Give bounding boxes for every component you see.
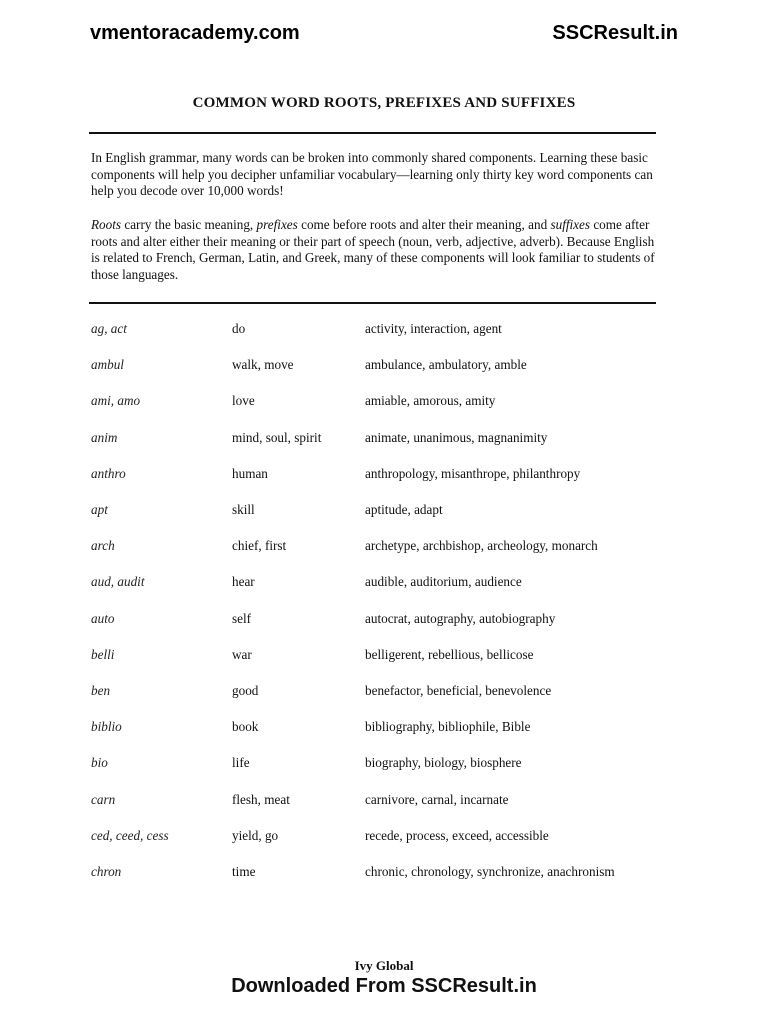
root-cell: ben [91, 683, 111, 698]
table-row [0, 611, 768, 631]
roots-term: Roots [91, 217, 122, 232]
table-row [0, 719, 768, 739]
meaning-cell: mind, soul, spirit [232, 429, 322, 445]
examples-cell: chronic, chronology, synchronize, anachronism [365, 864, 615, 879]
table-row [0, 792, 768, 812]
intro-text-1: In English grammar, many words can be broken into commonly shared components. Learning these basic components will help you decipher unfamiliar vocabulary—learning only thirty key word components can help you decode over 10,000 words! [91, 150, 653, 198]
examples-cell: activity, interaction, agent [365, 321, 502, 336]
root-cell: ambul [91, 357, 124, 373]
page-title: COMMON WORD ROOTS, PREFIXES AND SUFFIXES [192, 95, 576, 111]
examples-cell: recede, process, exceed, accessible [365, 827, 549, 843]
meaning-cell: yield, go [232, 827, 279, 843]
table-row [0, 574, 768, 594]
meaning-cell: war [232, 646, 252, 662]
table-row [0, 828, 768, 848]
meaning-cell: hear [232, 574, 255, 590]
meaning-cell: skill [232, 502, 255, 517]
examples-cell: anthropology, misanthrope, philanthropy [365, 465, 581, 481]
table-row [0, 538, 768, 558]
root-cell: ag, act [91, 321, 127, 336]
meaning-cell: do [232, 321, 246, 336]
examples-cell: bibliography, bibliophile, Bible [365, 719, 531, 735]
examples-cell: belligerent, rebellious, bellicose [365, 646, 534, 662]
examples-cell: autocrat, autography, autobiography [365, 610, 556, 626]
examples-cell: amiable, amorous, amity [365, 393, 496, 409]
table-row [0, 393, 768, 413]
middle-divider [89, 302, 656, 304]
intro-text-2 [91, 217, 656, 283]
suffixes-term: suffixes [550, 217, 591, 232]
table-row [0, 647, 768, 667]
examples-cell: biography, biology, biosphere [365, 755, 522, 771]
root-cell: belli [91, 646, 115, 662]
meaning-cell: life [232, 755, 250, 771]
header-site-right: SSCResult.in [552, 22, 678, 44]
footer-publisher: Ivy Global [354, 958, 414, 973]
meaning-cell: chief, first [232, 538, 287, 554]
table-row [0, 321, 768, 341]
meaning-cell: time [232, 864, 256, 879]
root-cell: auto [91, 610, 115, 626]
footer-download-note: Downloaded From SSCResult.in [231, 975, 537, 997]
header-site-left: vmentoracademy.com [90, 22, 300, 44]
table-row [0, 683, 768, 703]
intro-text-2b: come before roots and alter their meaning, and [297, 217, 551, 232]
root-cell: aud, audit [91, 574, 145, 590]
meaning-cell: self [232, 610, 252, 626]
examples-cell: animate, unanimous, magnanimity [365, 429, 548, 445]
intro-text-2c: come after roots and alter either their meaning or their part of speech (noun, verb, adjective, adverb). Because English is related to French, German, Latin, and Greek, many of these components will look familiar to students of those languages. [91, 217, 655, 282]
table-row [0, 502, 768, 522]
table-row [0, 466, 768, 486]
meaning-cell: flesh, meat [232, 791, 290, 807]
table-row [0, 357, 768, 377]
intro-text-2a: carry the basic meaning, [121, 217, 257, 232]
meaning-cell: walk, move [232, 357, 294, 373]
top-divider [89, 132, 656, 134]
root-cell: bio [91, 755, 108, 771]
prefixes-term: prefixes [256, 217, 298, 232]
examples-cell: carnivore, carnal, incarnate [365, 791, 509, 807]
meaning-cell: human [232, 465, 268, 481]
root-cell: chron [91, 864, 122, 879]
table-row [0, 430, 768, 450]
root-cell: ami, amo [91, 393, 141, 409]
intro-paragraph-2 [91, 217, 656, 283]
root-cell: ced, ceed, cess [91, 827, 169, 843]
root-cell: anthro [91, 465, 126, 481]
table-row [0, 864, 768, 884]
meaning-cell: love [232, 393, 255, 409]
examples-cell: archetype, archbishop, archeology, monarch [365, 538, 598, 554]
meaning-cell: book [232, 719, 259, 735]
examples-cell: ambulance, ambulatory, amble [365, 357, 527, 373]
root-cell: anim [91, 429, 118, 445]
examples-cell: aptitude, adapt [365, 502, 443, 517]
root-cell: arch [91, 538, 115, 554]
root-cell: apt [91, 502, 108, 517]
meaning-cell: good [232, 683, 259, 698]
examples-cell: benefactor, beneficial, benevolence [365, 683, 552, 698]
intro-paragraph-1 [91, 150, 656, 200]
root-cell: carn [91, 791, 116, 807]
examples-cell: audible, auditorium, audience [365, 574, 522, 590]
root-cell: biblio [91, 719, 122, 735]
table-row [0, 755, 768, 775]
